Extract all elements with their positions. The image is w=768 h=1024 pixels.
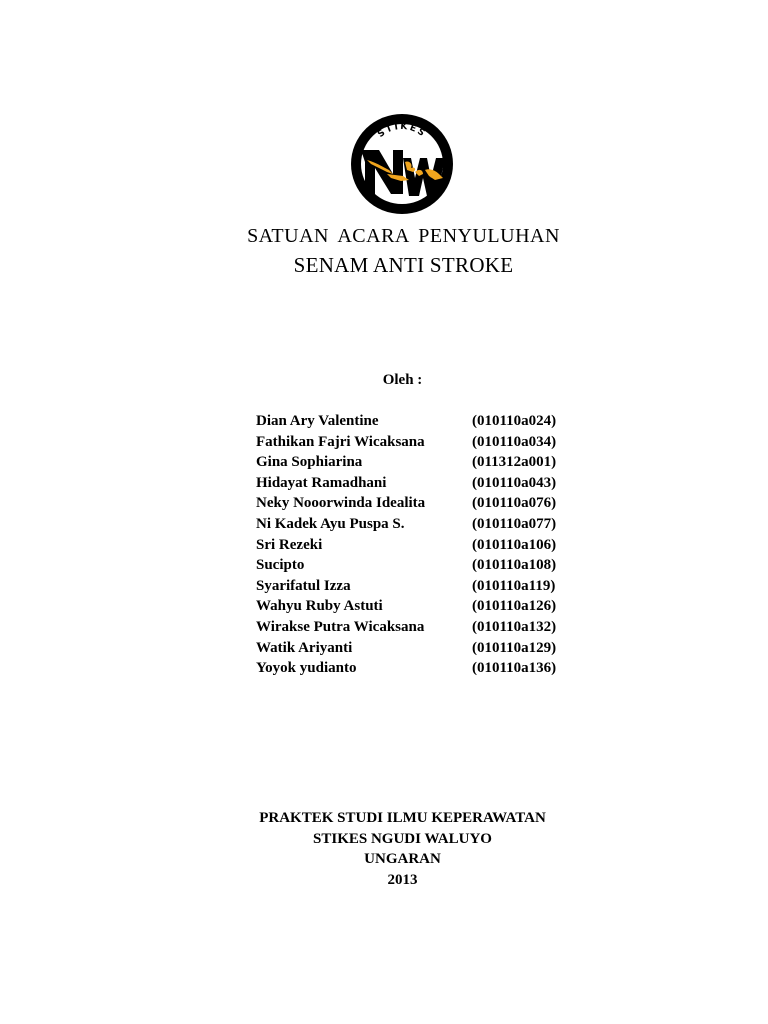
by-label: Oleh : — [382, 372, 423, 388]
member-row — [256, 535, 556, 556]
member-id: (010110a043) — [472, 474, 557, 491]
member-id: (010110a129) — [472, 639, 557, 656]
member-name: Sri Rezeki — [256, 536, 323, 553]
member-row — [256, 555, 556, 576]
member-row — [256, 658, 556, 679]
member-id: (011312a001) — [472, 454, 557, 471]
member-id: (010110a106) — [472, 536, 557, 553]
program-name: PRAKTEK STUDI ILMU KEPERAWATAN — [259, 810, 546, 826]
member-id: (010110a076) — [472, 495, 557, 512]
stikes-logo-emblem — [349, 112, 455, 216]
stikes-logo — [349, 112, 455, 216]
member-id: (010110a024) — [472, 413, 557, 429]
member-name: Yoyok yudianto — [256, 660, 357, 677]
member-row — [256, 576, 556, 597]
member-row — [256, 596, 556, 617]
city-name: UNGARAN — [364, 851, 441, 867]
member-row — [256, 493, 556, 514]
year: 2013 — [387, 871, 418, 888]
member-row — [256, 638, 556, 659]
member-row — [256, 617, 556, 638]
member-row — [256, 514, 556, 535]
document-subtitle: SENAM ANTI STROKE — [293, 253, 514, 277]
svg-text:STIKES: STIKES — [376, 121, 428, 140]
member-id: (010110a126) — [472, 598, 557, 615]
member-name: Syarifatul Izza — [256, 577, 351, 594]
member-name: Sucipto — [256, 557, 305, 574]
member-id: (010110a077) — [472, 515, 557, 532]
member-id: (010110a034) — [472, 433, 557, 450]
member-row — [256, 411, 556, 432]
member-name: Gina Sophiarina — [256, 454, 363, 471]
member-name: Ni Kadek Ayu Puspa S. — [256, 515, 405, 532]
member-id: (010110a132) — [472, 618, 557, 635]
member-id: (010110a136) — [472, 660, 557, 677]
member-name: Neky Nooorwinda Idealita — [256, 495, 426, 512]
member-row — [256, 473, 556, 494]
member-name: Watik Ariyanti — [256, 639, 353, 656]
member-id: (010110a108) — [472, 557, 557, 574]
member-row — [256, 432, 556, 453]
member-name: Wirakse Putra Wicaksana — [256, 618, 425, 635]
institution-name: STIKES NGUDI WALUYO — [313, 830, 492, 847]
member-name: Fathikan Fajri Wicaksana — [256, 433, 425, 450]
member-name: Dian Ary Valentine — [256, 413, 379, 429]
institution-footer — [0, 808, 768, 890]
member-id: (010110a119) — [472, 577, 556, 594]
member-list — [256, 411, 556, 679]
member-name: Hidayat Ramadhani — [256, 474, 387, 491]
member-name: Wahyu Ruby Astuti — [256, 598, 383, 615]
member-row — [256, 452, 556, 473]
document-title: SATUAN ACARA PENYULUHAN — [247, 225, 560, 247]
